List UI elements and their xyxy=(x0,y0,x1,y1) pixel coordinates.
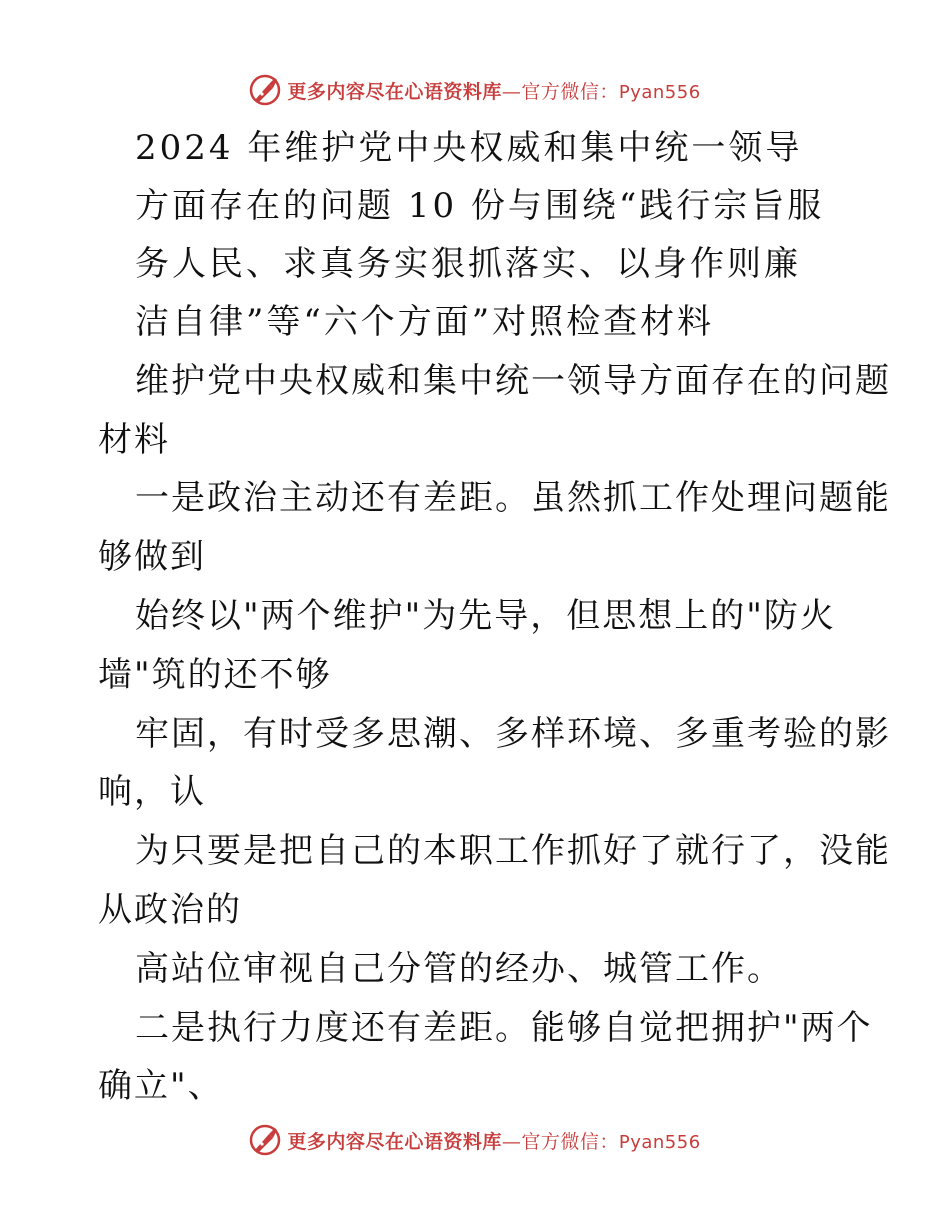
title-line-2: 方面存在的问题 10 份与围绕“践行宗旨服 xyxy=(135,186,825,226)
body-line-8: 响，认 xyxy=(98,772,206,812)
body-line-4: 够做到 xyxy=(98,537,206,577)
header-watermark-banner xyxy=(0,70,950,110)
header-brand-text: 更多内容尽在心语资料库 xyxy=(287,80,502,103)
body-line-1: 维护党中央权威和集中统一领导方面存在的问题 xyxy=(135,361,891,401)
footer-official-label: 官方微信： xyxy=(521,1130,619,1153)
header-official-label: 官方微信： xyxy=(521,80,619,103)
footer-watermark-inner xyxy=(249,1124,700,1156)
body-line-3: 一是政治主动还有差距。虽然抓工作处理问题能 xyxy=(135,478,891,518)
header-watermark-text xyxy=(287,77,700,104)
header-separator: — xyxy=(501,80,522,103)
body-line-12: 二是执行力度还有差距。能够自觉把拥护"两个 xyxy=(135,1008,873,1048)
body-line-13: 确立"、 xyxy=(98,1066,224,1106)
header-watermark-inner xyxy=(249,74,700,106)
pen-nib-logo-icon xyxy=(249,74,281,106)
footer-watermark-banner xyxy=(0,1120,950,1160)
footer-wechat-id: Pyan556 xyxy=(618,1131,701,1153)
title-line-4: 洁自律”等“六个方面”对照检查材料 xyxy=(135,302,715,342)
body-line-9: 为只要是把自己的本职工作抓好了就行了，没能 xyxy=(135,831,891,871)
footer-watermark-text xyxy=(287,1127,700,1154)
footer-separator: — xyxy=(501,1130,522,1153)
body-line-2: 材料 xyxy=(98,420,170,460)
pen-nib-logo-icon xyxy=(249,1124,281,1156)
title-line-1: 2024 年维护党中央权威和集中统一领导 xyxy=(135,128,803,168)
body-line-11: 高站位审视自己分管的经办、城管工作。 xyxy=(135,949,783,989)
title-line-3: 务人民、求真务实狠抓落实、以身作则廉 xyxy=(135,244,801,284)
body-line-7: 牢固，有时受多思潮、多样环境、多重考验的影 xyxy=(135,714,891,754)
footer-brand-text: 更多内容尽在心语资料库 xyxy=(287,1130,502,1153)
header-wechat-id: Pyan556 xyxy=(618,81,701,103)
body-line-10: 从政治的 xyxy=(98,890,242,930)
body-line-5: 始终以"两个维护"为先导，但思想上的"防火 xyxy=(135,596,836,636)
body-line-6: 墙"筑的还不够 xyxy=(98,655,332,695)
